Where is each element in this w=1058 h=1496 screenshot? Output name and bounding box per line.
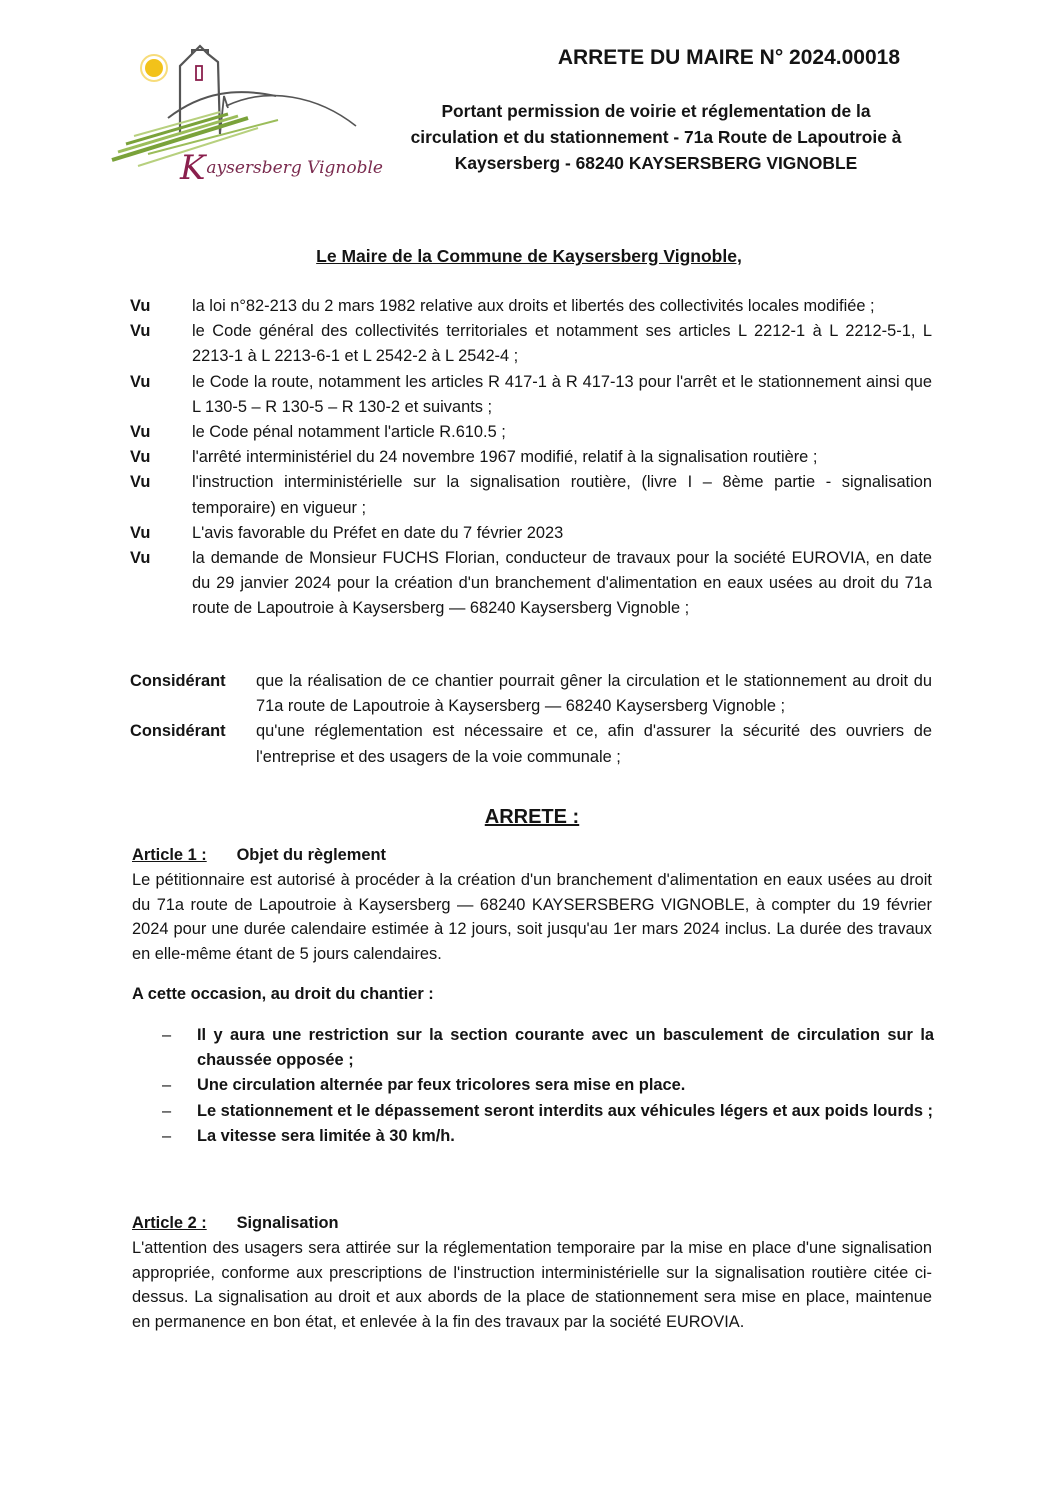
article-2-heading <box>132 1214 339 1233</box>
article-1-number: Article 1 : <box>132 846 207 864</box>
vu-label: Vu <box>130 448 151 467</box>
vu-text: le Code général des collectivités territoriales et notamment ses articles L 2212-1 à L 2212-5-1, L 2213-1 à L 2213-6-1 et L 2542-2 à L 2542-4 ; <box>192 322 932 366</box>
restriction-item <box>162 1023 934 1073</box>
vu-label: Vu <box>130 423 151 442</box>
logo-wordmark <box>180 148 383 188</box>
dash-bullet: – <box>162 1101 172 1120</box>
subtitle-line: Kaysersberg - 68240 KAYSERSBERG VIGNOBLE <box>454 153 858 173</box>
vu-label: Vu <box>130 322 151 341</box>
article-2-title: Signalisation <box>236 1214 339 1232</box>
vu-text: L'avis favorable du Préfet en date du 7 février 2023 <box>192 523 564 542</box>
restriction-list <box>162 1023 934 1149</box>
considerant-item <box>130 719 932 769</box>
restriction-item <box>162 1073 934 1098</box>
vu-label: Vu <box>130 523 151 542</box>
vu-text: l'instruction interministérielle sur la signalisation routière, (livre I – 8ème partie - signalisation temporaire) en vigueur ; <box>192 473 932 517</box>
considerant-item <box>130 669 932 719</box>
restriction-text: Une circulation alternée par feux tricolores sera mise en place. <box>197 1076 686 1095</box>
vu-item <box>130 445 932 470</box>
vu-list <box>130 294 932 622</box>
sun-icon <box>145 59 163 77</box>
vu-item <box>130 319 932 369</box>
logo-wordmark-rest: aysersberg Vignoble <box>206 158 383 178</box>
restriction-item <box>162 1124 934 1149</box>
vu-label: Vu <box>130 473 151 492</box>
article-1-heading <box>132 846 386 865</box>
vu-label: Vu <box>130 549 151 568</box>
considerant-label: Considérant <box>130 722 226 741</box>
considerant-label: Considérant <box>130 672 226 690</box>
arrete-number: ARRETE DU MAIRE N° 2024.00018 <box>557 46 900 69</box>
article-2-body: L'attention des usagers sera attirée sur la réglementation temporaire par la mise en place d'une signalisation appropriée, conforme aux prescriptions de l'instruction interministérielle sur la signalisation routière citée ci-dessus. La signalisation au droit et aux abords de la place de stationnement sera mise en place, maintenue en permanence en bon état, et enlevée à la fin des travaux par la société EUROVIA. <box>132 1239 932 1331</box>
vu-item <box>130 420 932 445</box>
vu-item <box>130 294 932 319</box>
restriction-text: Le stationnement et le dépassement seront interdits aux véhicules légers et aux poids lourds ; <box>197 1101 933 1120</box>
considerant-list <box>130 669 932 770</box>
vu-label: Vu <box>130 297 151 315</box>
subtitle-line: circulation et du stationnement - 71a Route de Lapoutroie à <box>410 127 902 147</box>
vu-item <box>130 470 932 520</box>
dash-bullet: – <box>162 1076 172 1095</box>
kaysersberg-vignoble-logo <box>108 36 383 188</box>
vu-item <box>130 546 932 622</box>
article-2-number: Article 2 : <box>132 1214 207 1232</box>
logo-initial: K <box>180 148 206 188</box>
dash-bullet: – <box>162 1026 172 1044</box>
occasion-heading: A cette occasion, au droit du chantier : <box>132 985 434 1003</box>
maire-heading: Le Maire de la Commune de Kaysersberg Vignoble, <box>316 246 742 266</box>
considerant-text: qu'une réglementation est nécessaire et ce, afin d'assurer la sécurité des ouvriers de l'entreprise et des usagers de la voie communale ; <box>256 722 932 766</box>
dash-bullet: – <box>162 1126 172 1145</box>
vu-text: le Code la route, notamment les articles R 417-1 à R 417-13 pour l'arrêt et le stationnement ainsi que L 130-5 – R 130-5 – R 130-2 et suivants ; <box>192 372 932 416</box>
vu-text: la demande de Monsieur FUCHS Florian, conducteur de travaux pour la société EUROVIA, en date du 29 janvier 2024 pour la création d'un branchement d'alimentation en eaux usées au droit du 71a route de Lapoutroie à Kaysersberg — 68240 Kaysersberg Vignoble ; <box>192 549 932 618</box>
document-subtitle <box>376 98 936 176</box>
article-1-title: Objet du règlement <box>236 846 386 864</box>
considerant-text: que la réalisation de ce chantier pourrait gêner la circulation et le stationnement au droit du 71a route de Lapoutroie à Kaysersberg — 68240 Kaysersberg Vignoble ; <box>256 672 932 716</box>
restriction-text: La vitesse sera limitée à 30 km/h. <box>197 1126 455 1145</box>
arrete-heading: ARRETE : <box>484 806 580 828</box>
vu-text: l'arrêté interministériel du 24 novembre 1967 modifié, relatif à la signalisation routière ; <box>192 448 818 467</box>
vu-label: Vu <box>130 372 151 391</box>
article-1-body: Le pétitionnaire est autorisé à procéder à la création d'un branchement d'alimentation en eaux usées au droit du 71a route de Lapoutroie à Kaysersberg — 68240 KAYSERSBERG VIGNOBLE, à compter du 19 février 2024 pour une durée calendaire estimée à 12 jours, soit jusqu'au 1er mars 2024 inclus. La durée des travaux en elle-même étant de 5 jours calendaires. <box>132 871 932 963</box>
restriction-text: Il y aura une restriction sur la section courante avec un basculement de circulation sur la chaussée opposée ; <box>197 1026 934 1070</box>
vu-text: la loi n°82-213 du 2 mars 1982 relative aux droits et libertés des collectivités locales modifiée ; <box>192 297 875 315</box>
vu-item <box>130 521 932 546</box>
restriction-item <box>162 1099 934 1124</box>
subtitle-line: Portant permission de voirie et réglementation de la <box>441 101 871 121</box>
vu-item <box>130 370 932 420</box>
vu-text: le Code pénal notamment l'article R.610.5 ; <box>192 423 506 442</box>
